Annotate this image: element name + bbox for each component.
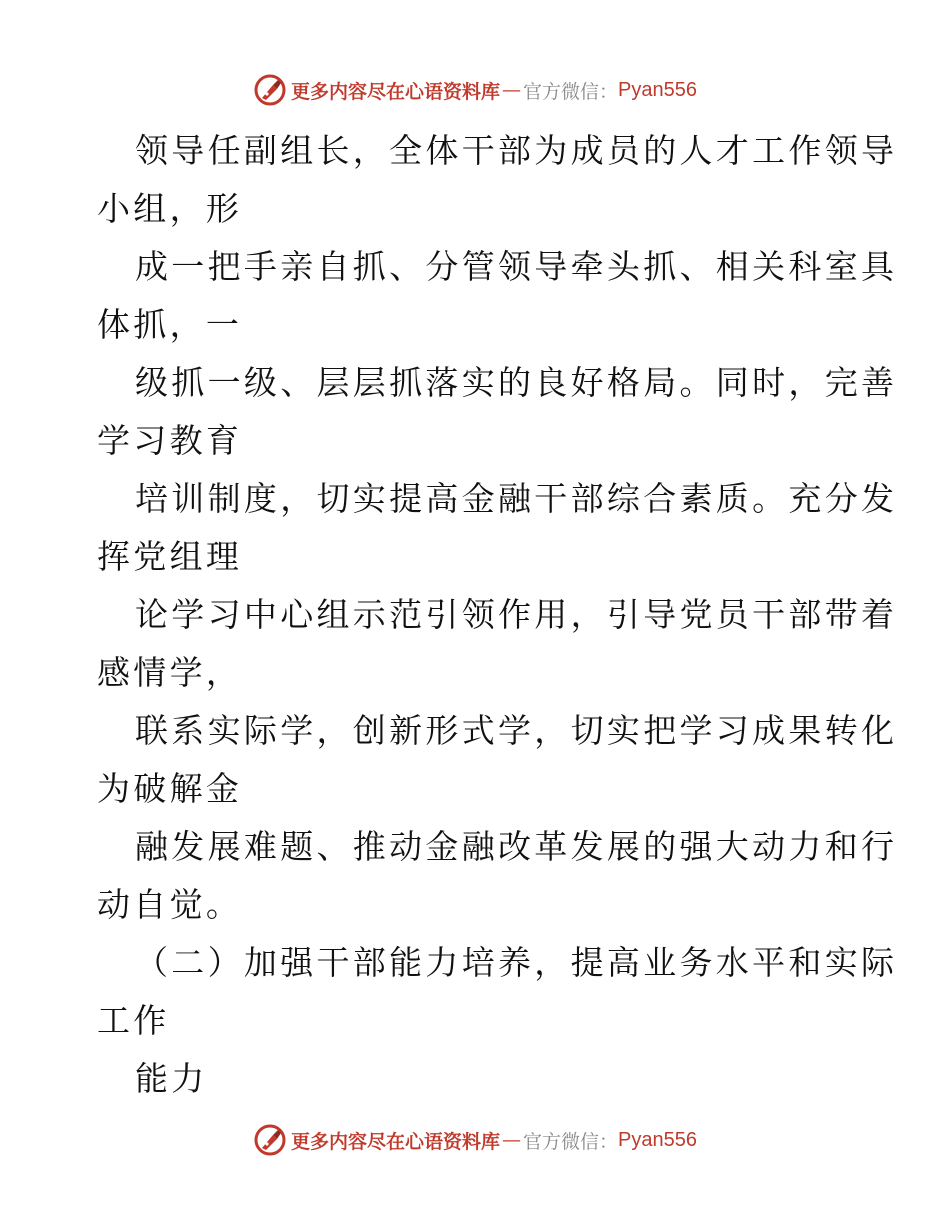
- pen-nib-logo-icon: [253, 1123, 287, 1157]
- text-line: 领导任副组长，全体干部为成员的人才工作领导: [135, 131, 898, 170]
- watermark-dash: —: [502, 79, 522, 101]
- text-line: 能力: [135, 1059, 208, 1098]
- text-line: 挥党组理: [97, 537, 243, 576]
- text-line: 融发展难题、推动金融改革发展的强大动力和行: [135, 827, 898, 866]
- header-watermark-banner: [0, 70, 950, 110]
- text-line: 感情学，: [97, 653, 243, 692]
- text-line: 为破解金: [97, 769, 243, 808]
- watermark-site-text: 更多内容尽在心语资料库: [291, 1130, 501, 1153]
- text-line: （二）加强干部能力培养，提高业务水平和实际: [135, 943, 898, 982]
- watermark-dash: —: [502, 1129, 522, 1151]
- text-line: 工作: [97, 1001, 170, 1040]
- watermark-wechat-label: 官方微信：: [523, 80, 619, 103]
- text-line: 成一把手亲自抓、分管领导牵头抓、相关科室具: [135, 247, 898, 286]
- footer-watermark-banner: [0, 1120, 950, 1160]
- pen-nib-logo-icon: [253, 73, 287, 107]
- text-line: 体抓，一: [97, 305, 243, 344]
- watermark-wechat-id: Pyan556: [618, 78, 697, 101]
- text-line: 论学习中心组示范引领作用，引导党员干部带着: [135, 595, 898, 634]
- text-line: 培训制度，切实提高金融干部综合素质。充分发: [135, 479, 898, 518]
- watermark-site-text: 更多内容尽在心语资料库: [291, 80, 501, 103]
- text-line: 级抓一级、层层抓落实的良好格局。同时，完善: [135, 363, 898, 402]
- text-line: 小组，形: [97, 189, 243, 228]
- watermark-wechat-label: 官方微信：: [523, 1130, 619, 1153]
- watermark-wechat-id: Pyan556: [618, 1128, 697, 1151]
- text-line: 动自觉。: [97, 885, 243, 924]
- text-line: 学习教育: [97, 421, 243, 460]
- text-line: 联系实际学，创新形式学，切实把学习成果转化: [135, 711, 898, 750]
- document-body: [97, 122, 898, 1108]
